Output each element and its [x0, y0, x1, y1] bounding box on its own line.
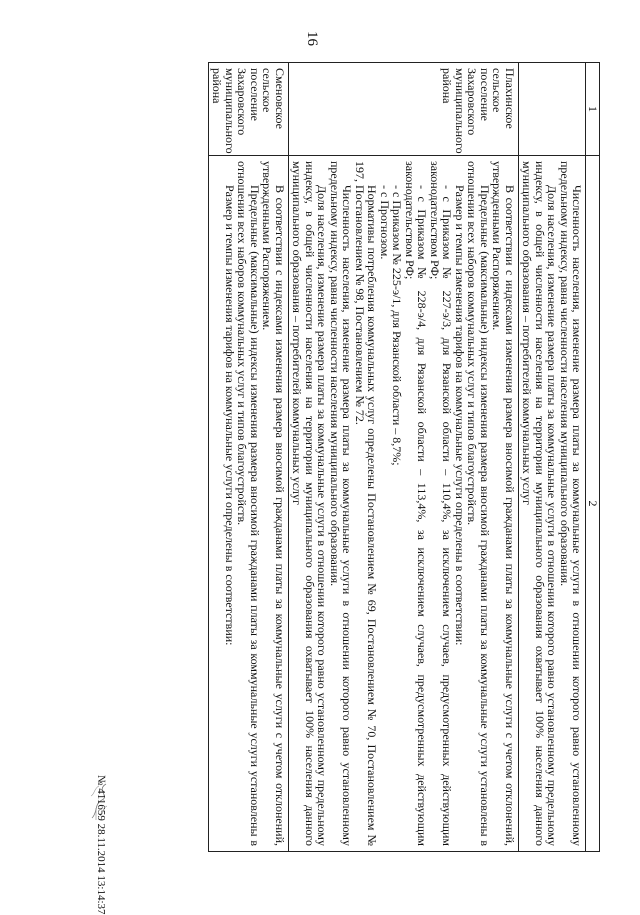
- municipality-cell: Сменовское сельское поселение Захаровского муниципального района: [209, 63, 289, 156]
- document-registration-footer: № 411659 28.11.2014 13:14:37: [95, 775, 107, 915]
- column-header: 2: [586, 156, 600, 852]
- paragraph: - с Приказом № 228-э/4, для Рязанской области – 113,4%, за исключением случаев, предусмотренных действующим законодательством РФ;: [403, 161, 430, 846]
- paragraph: Размер и темпы изменения тарифов на коммунальные услуги определены в соответствии:: [453, 185, 467, 646]
- paragraph: В соответствии с индексами изменения размера вносимой гражданами платы за коммунальные услуги с учетом отклонений, утвержденными Распоряжением.: [260, 161, 287, 846]
- paragraph: Размер и темпы изменения тарифов на коммунальные услуги определены в соответствии:: [223, 185, 237, 646]
- paragraph: В соответствии с индексами изменения размера вносимой гражданами платы за коммунальные услуги с учетом отклонений, утвержденными Распоряжением.: [490, 161, 517, 846]
- paragraph: Численность населения, изменение размера платы за коммунальные услуги в отношении которого равно установленному предельному индексу, равна численности населения муниципального образования.: [328, 161, 355, 846]
- rotated-document: [40, 62, 600, 852]
- paragraph: Предельные (максимальные) индексы изменения размера вносимой гражданами платы за коммунальные услуги установлены в отношении всех наборов коммунальных услуг и типов благоустройств.: [465, 161, 492, 846]
- paragraph: Численность населения, изменение размера платы за коммунальные услуги в отношении которого равно установленному предельному индексу, равна численности населения муниципального образования.: [558, 161, 585, 846]
- table-row: [519, 63, 587, 852]
- paragraph: - с Приказом № 227-э/3, для Рязанской области – 110,4%, за исключением случаев, предусмотренных действующим законодательством РФ;: [428, 161, 455, 846]
- municipality-cell: [519, 63, 587, 156]
- municipality-cell: Плахинское сельское поселение Захаровского муниципального района: [289, 63, 519, 156]
- description-cell: [289, 156, 519, 852]
- tariff-table: [208, 62, 600, 852]
- table-row: [209, 63, 289, 852]
- table-header-row: [586, 63, 600, 852]
- paragraph: Доля населения, изменение размера платы за коммунальные услуги в отношении которого равно установленному предельному индексу, в общей численности населения на территории муниципального образования охватывает 100% населения данного муниципального образования – потребителей коммунальных услуг: [290, 161, 330, 846]
- description-cell: [209, 156, 289, 852]
- column-header: 1: [586, 63, 600, 156]
- paragraph: - с Прогнозом.: [378, 185, 392, 260]
- page-number: 16: [304, 31, 320, 46]
- paragraph: Предельные (максимальные) индексы изменения размера вносимой гражданами платы за коммунальные услуги установлены в отношении всех наборов коммунальных услуг и типов благоустройств.: [235, 161, 262, 846]
- description-cell: [519, 156, 587, 852]
- table-row: [289, 63, 519, 852]
- paragraph: Нормативы потребления коммунальных услуг определены Постановлением № 69, Постановлением № 70, Постановлением № 197, Постановлением № 98, Постановлением № 72.: [353, 161, 380, 846]
- paragraph: Доля населения, изменение размера платы за коммунальные услуги в отношении которого равно установленному предельному индексу, в общей численности населения на территории муниципального образования охватывает 100% населения данного муниципального образования – потребителей коммунальных услуг: [520, 161, 560, 846]
- paragraph: - с Приказом № 225-э/1, для Рязанской области – 8,7%;: [390, 185, 405, 466]
